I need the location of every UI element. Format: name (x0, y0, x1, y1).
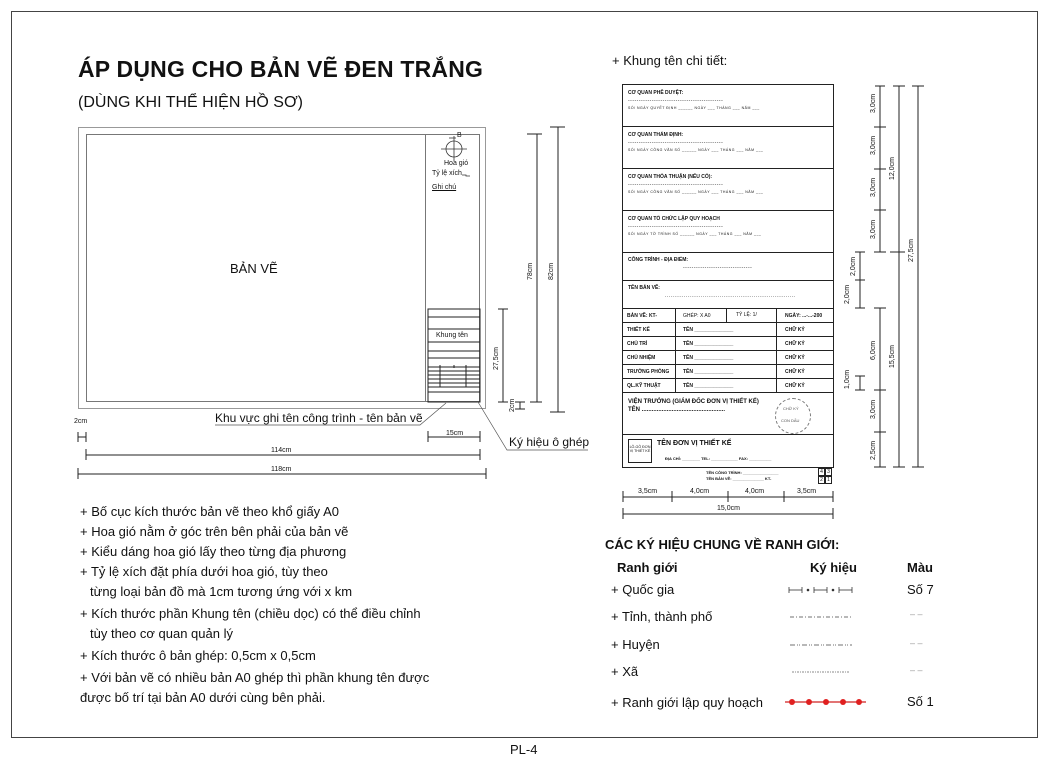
page-subtitle: (DÙNG KHI THỂ HIỆN HỒ SƠ) (78, 94, 303, 111)
planning-boundary-icon (785, 699, 866, 705)
note-item: từng loại bản đồ mà 1cm tương ứng với x km (90, 584, 353, 599)
dim-label: 3,0cm (870, 399, 877, 419)
legend-row-color: Số 1 (907, 694, 934, 709)
agency-planning-row: CƠ QUAN TỔ CHỨC LẬP QUY HOẠCH -------------------------------------------- SỐ/ NGÀY TỜ TRÌNH SỐ ______ NGÀY ___ THÁNG ___ NĂM ___ (623, 211, 833, 253)
dim-label: 3,5cm (797, 488, 817, 495)
dim-bottom-margin: 2cm (509, 398, 516, 412)
dim-label: 2,5cm (870, 440, 877, 460)
dim-label: 2,0cm (844, 284, 851, 304)
note-item: + Bố cục kích thước bản vẽ theo khổ giấy A0 (80, 504, 339, 519)
dim-label: 3,0cm (870, 177, 877, 197)
page-number: PL-4 (510, 742, 538, 757)
dim-label: 3,0cm (870, 219, 877, 239)
mini-title-block-label: Khung tên (436, 332, 468, 339)
legend-row-name: + Ranh giới lập quy hoạch (611, 695, 763, 710)
legend-row-color: – – (910, 638, 923, 648)
dim-label: 15,5cm (889, 345, 896, 368)
dim-title-block-height: 27,5cm (493, 347, 500, 370)
note-item: + Kích thước ô bản ghép: 0,5cm x 0,5cm (80, 648, 316, 663)
dim-label: 15,0cm (717, 505, 740, 512)
scale-label: Tỷ lệ xích (432, 170, 462, 177)
project-location-row: CÔNG TRÌNH - ĐỊA ĐIỂM: -------------------------------- (623, 253, 833, 281)
notes-label: Ghi chú (432, 184, 457, 191)
staff-row: CHỦ TRÌ TÊN ______________ CHỮ KÝ (623, 337, 833, 351)
dim-label: 12,0cm (889, 157, 896, 180)
legend-row-name: + Quốc gia (611, 582, 675, 597)
legend-row-color: – – (910, 665, 923, 675)
dim-label: 6,0cm (870, 340, 877, 360)
tile-cell: 3 (825, 468, 832, 476)
compass-label: Hoa gió (444, 160, 469, 167)
title-block-section-label: + Khung tên chi tiết: (612, 53, 728, 68)
legend-symbols-svg (780, 580, 870, 710)
agency-approval-row: CƠ QUAN PHÊ DUYỆT: -------------------------------------------- SỐ/ NGÀY QUYẾT ĐỊNH ______ NGÀY ___ THÁNG ___ NĂM ___ (623, 85, 833, 127)
staff-row: QL.KỸ THUẬT TÊN ______________ CHỮ KÝ (623, 379, 833, 393)
dim-label: 1,0cm (844, 369, 851, 389)
drawing-name-row: TÊN BẢN VẼ: ..................................................................... (623, 281, 833, 309)
legend-row-name: + Tỉnh, thành phố (611, 609, 713, 624)
footer-drawing-name: TÊN BẢN VẼ: ______________ KT- (706, 476, 772, 481)
drawing-info-row: BẢN VẼ: KT- GHÉP: X A0 TỶ LỆ: 1/ NGÀY: ...-...-200 (623, 309, 833, 323)
national-boundary-icon (789, 587, 852, 593)
legend-title: CÁC KÝ HIỆU CHUNG VỀ RANH GIỚI: (605, 537, 840, 552)
director-row: VIỆN TRƯỞNG (GIÁM ĐỐC ĐƠN VỊ THIẾT KẾ) TÊN .................................................. (623, 393, 833, 435)
legend-row-color: Số 7 (907, 582, 934, 597)
legend-row-color: – – (910, 609, 923, 619)
note-item: + Kích thước phần Khung tên (chiều dọc) có thể điều chỉnh (80, 606, 421, 621)
tile-cell: 1 (825, 476, 832, 484)
tile-cell: 2 (818, 476, 825, 484)
note-item: được bố trí tại bản A0 dưới cùng bên phải. (80, 690, 326, 705)
dim-label: 4,0cm (690, 488, 710, 495)
dim-inner-height: 78cm (527, 262, 534, 280)
legend-header-symbol: Ký hiệu (810, 560, 857, 575)
staff-row: TRƯỞNG PHÒNG TÊN ______________ CHỮ KÝ (623, 365, 833, 379)
agency-appraisal-row: CƠ QUAN THẨM ĐỊNH: -------------------------------------------- SỐ/ NGÀY CÔNG VĂN SỐ ______ NGÀY ___ THÁNG ___ NĂM ___ (623, 127, 833, 169)
agency-agreement-row: CƠ QUAN THỎA THUẬN (NẾU CÓ): -------------------------------------------- SỐ/ NGÀY CÔNG VĂN SỐ ______ NGÀY ___ THÁNG ___ NĂM ___ (623, 169, 833, 211)
footer-project-name: TÊN CÔNG TRÌNH: ________________ (706, 470, 779, 475)
legend-row-name: + Xã (611, 664, 639, 679)
dim-margin: 2cm (74, 418, 88, 425)
note-item: + Tỷ lệ xích đặt phía dưới hoa gió, tùy theo (80, 564, 328, 579)
dim-label: 27,5cm (908, 239, 915, 262)
note-item: tùy theo cơ quan quản lý (90, 626, 233, 641)
note-item: + Hoa gió nằm ở góc trên bên phải của bản vẽ (80, 524, 349, 539)
legend-row-name: + Huyện (611, 637, 660, 652)
page-title: ÁP DỤNG CHO BẢN VẼ ĐEN TRẮNG (78, 56, 484, 82)
dim-label: 3,0cm (870, 93, 877, 113)
staff-row: THIẾT KẾ TÊN ______________ CHỮ KÝ (623, 323, 833, 337)
title-block-detail: CƠ QUAN PHÊ DUYỆT: -------------------------------------------- SỐ/ NGÀY QUYẾT ĐỊNH ______ NGÀY ___ THÁNG ___ NĂM ___ CƠ QUAN THẨM ĐỊNH: -------------------------------------------- SỐ/ NGÀY CÔNG VĂN SỐ ______ NGÀY ___ THÁNG ___ NĂM ___ CƠ QUAN THỎA THUẬN (NẾU CÓ): -------------------------------------------- SỐ/ NGÀY CÔNG VĂN SỐ ______ NGÀY ___ THÁNG ___ NĂM ___ CƠ QUAN TỔ CHỨC LẬP QUY HOẠCH -------------------------------------------- SỐ/ NGÀY TỜ TRÌNH SỐ ______ NGÀY ___ THÁNG ___ NĂM ___ CÔNG TRÌNH - ĐỊA ĐIỂM: -------------------------------- TÊN BẢN VẼ: ..................................................................... BẢN VẼ: KT- GHÉP: X A0 TỶ LỆ: 1/ NGÀY: ...-...-200 THIẾT KẾ TÊN ______________ CHỮ KÝ CHỦ TRÌ TÊN ______________ CHỮ KÝ CHỦ NHIỆM TÊN ______________ CHỮ KÝ TRƯỞNG PHÒNG TÊN ______________ CHỮ KÝ QL.KỸ THUẬT TÊN ______________ CHỮ KÝ VIỆN TRƯỞNG (GIÁM ĐỐC ĐƠN VỊ THIẾT KẾ) TÊN .................................................. TÊN ĐƠN VỊ THIẾT KẾ ĐỊA CHỈ: ________ TEL: ____________ FAX: __________ LÔ-GÔ ĐƠN VỊ THIẾT KẾ CHỮ KÝ CON DẤU (622, 84, 834, 468)
tile-symbol-callout: Ký hiệu ô ghép (509, 435, 590, 449)
north-label: B (457, 132, 462, 139)
design-unit-row: TÊN ĐƠN VỊ THIẾT KẾ ĐỊA CHỈ: ________ TEL: ____________ FAX: __________ (657, 440, 772, 461)
staff-row: CHỦ NHIỆM TÊN ______________ CHỮ KÝ (623, 351, 833, 365)
note-item: + Với bản vẽ có nhiều bản A0 ghép thì phần khung tên được (80, 670, 430, 685)
dim-title-block-width: 15cm (446, 430, 464, 437)
dim-label: 4,0cm (745, 488, 765, 495)
tile-cell: 4 (818, 468, 825, 476)
dim-label: 3,5cm (638, 488, 658, 495)
dim-label: 3,0cm (870, 135, 877, 155)
project-area-callout: Khu vực ghi tên công trình - tên bản vẽ (215, 411, 423, 425)
legend-header-boundary: Ranh giới (617, 560, 678, 575)
design-unit-logo: LÔ-GÔ ĐƠN VỊ THIẾT KẾ (628, 439, 652, 463)
dim-inner-width: 114cm (271, 447, 292, 454)
dim-label: 2,0cm (850, 256, 857, 276)
legend-header-color: Màu (907, 560, 933, 575)
note-item: + Kiểu dáng hoa gió lấy theo từng địa phương (80, 544, 347, 559)
dim-outer-height: 82cm (548, 262, 555, 280)
dim-outer-width: 118cm (271, 466, 292, 473)
drawing-area-label: BẢN VẼ (230, 261, 278, 276)
